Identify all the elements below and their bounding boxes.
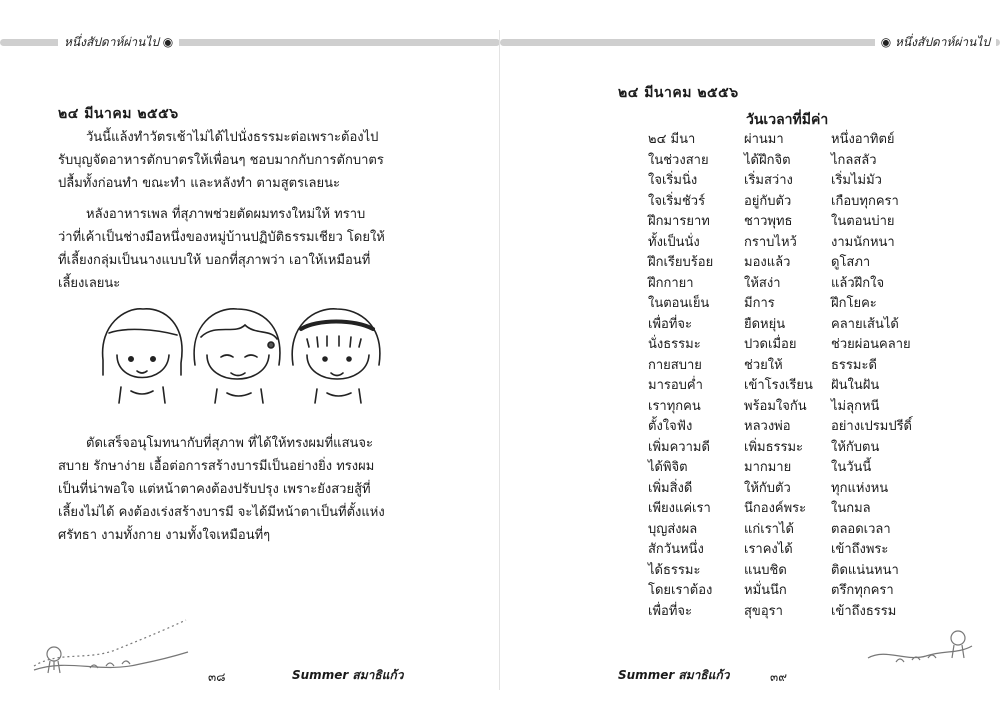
poem-row: บุญส่งผล แก่เราได้ ตลอดเวลา [648,521,891,537]
poem-row: ฝึกมารยาท ชาวพุทธ ในตอนบ่าย [648,214,895,229]
running-head: หนึ่งสัปดาห์ผ่านไป ◉ [58,33,179,52]
right-page [500,0,1000,707]
poem-row: ฝึกกายา ให้สง่า แล้วฝึกใจ [648,275,885,291]
body-paragraph: วันนี้แล้งทำวัตรเช้าไม่ได้ไปนั่งธรรมะต่อเพราะต้องไปรับบุญจัดอาหารตักบาตรให้เพื่อนๆ ชอบมากกับการตักบาตร ปลื้มทั้งก่อนทำ ขณะทำ และหลังทำ ตามสูตรเลยนะ [58,130,384,191]
poem-row: เพียงแค่เรา นึกองค์พระ ในกมล [648,501,871,516]
body-paragraph: หลังอาหารเพล ที่สุภาพช่วยตัดผมทรงใหม่ให้ ทราบว่าที่เค้าเป็นช่างมือหนึ่งของหมู่บ้านปฏิบัติธรรมเชียว โดยให้ที่เลี้ยงกลุ่มเป็นนางแบบให้ บอกที่สุภาพว่า เอาให้เหมือนที่เลี้ยงเลยนะ [58,207,385,291]
entry-date-title: ๒๔ มีนาคม ๒๕๕๖ [58,106,179,122]
girl-face-3 [292,309,380,403]
girl-face-1 [103,309,182,403]
footer-doodle-icon [30,618,190,683]
poem-row: ๒๔ มีนา ผ่านมา หนึ่งอาทิตย์ [648,132,895,147]
body-paragraph: ตัดเสร็จอนุโมทนากับที่สุภาพ ที่ได้ให้ทรงผมที่แสนจะสบาย รักษาง่าย เอื้อต่อการสร้างบารมีเป็นอย่างยิ่ง ทรงผมเป็นที่น่าพอใจ แต่หน้าตาคงต้องปรับปรุง เพราะยังสวยสู้ที่เลี้ยงไม่ได้ คงต้องเร่งสร้างบารมี จะได้มีหน้าตาเป็นที่ตั้งแห่งศรัทธา งามทั้งกาย งามทั้งใจเหมือนที่ๆ [58,436,385,543]
poem-row: ใจเริ่มชัวร์ อยู่กับตัว เกือบทุกครา [648,193,899,209]
poem-row: สักวันหนึ่ง เราคงได้ เข้าถึงพระ [648,542,889,557]
poem-row: เราทุกคน พร้อมใจกัน ไม่ลุกหนี [648,398,880,414]
girl-face-2 [194,309,280,403]
poem-row: ตั้งใจฟัง หลวงพ่อ อย่างเปรมปรีดิ์ [648,419,912,434]
poem-row: เพื่อที่จะ ยืดหยุ่น คลายเส้นได้ [648,316,899,332]
poem-row: ได้พิจิต มากมาย ในวันนี้ [648,460,872,475]
poem-row: เพื่อที่จะ สุขอุรา เข้าถึงธรรม [648,603,897,619]
poem-row: เพิ่มความดี เพิ่มธรรมะ ให้กับตน [648,439,880,455]
poem-row: โดยเราต้อง หมั่นนึก ตรึกทุกครา [648,583,894,598]
poem-row: มารอบค่ำ เข้าโรงเรียน ฝันในฝัน [648,378,880,393]
poem-title: วันเวลาที่มีค่า [746,112,829,128]
poem-row: ฝึกเรียบร้อย มองแล้ว ดูโสภา [648,255,871,270]
poem-row: กายสบาย ช่วยให้ ธรรมะดี [648,357,877,373]
footer-doodle-icon [866,618,976,683]
entry-date-title: ๒๔ มีนาคม ๒๕๕๖ [618,85,739,101]
poem-row: ในช่วงสาย ได้ฝึกจิต ไกลสลัว [648,152,877,168]
poem-row: ใจเริ่มนิ่ง เริ่มสว่าง เริ่มไม่มัว [648,173,882,188]
book-title: Summer สมาธิแก้ว [292,668,404,682]
running-head: ◉ หนึ่งสัปดาห์ผ่านไป [875,33,996,52]
page-number: ๓๙ [770,670,787,684]
book-title: Summer สมาธิแก้ว [618,668,730,682]
poem [648,130,938,622]
poem-row: นั่งธรรมะ ปวดเมื่อย ช่วยผ่อนคลาย [648,337,911,352]
poem-row: ได้ธรรมะ แนบชิด ติดแน่นหนา [648,562,899,578]
poem-row: เพิ่มสิ่งดี ให้กับตัว ทุกแห่งหน [648,480,889,496]
three-girls-illustration [95,305,385,405]
poem-row: ทั้งเป็นนั่ง กราบไหว้ งามนักหนา [648,234,895,250]
page-number: ๓๘ [208,670,226,684]
poem-row: ในตอนเย็น มีการ ฝึกโยคะ [648,296,877,311]
